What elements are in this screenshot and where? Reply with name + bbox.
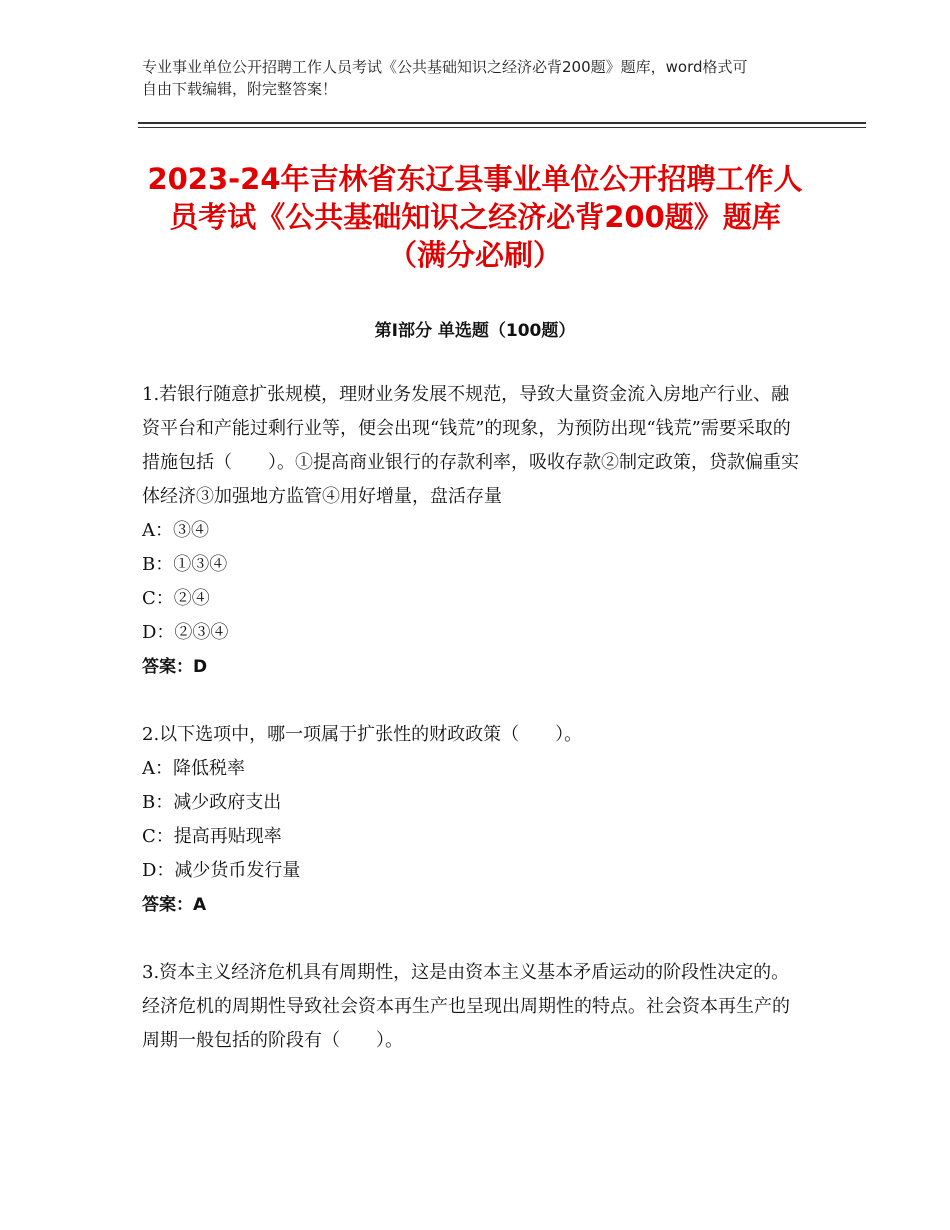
header-rule-thick bbox=[138, 122, 866, 124]
question-text: 1.若银行随意扩张规模，理财业务发展不规范，导致大量资金流入房地产行业、融资平台和产能过剩行业等，便会出现“钱荒”的现象，为预防出现“钱荒”需要采取的措施包括（ ）。①提高商业银行的存款利率，吸收存款②制定政策，贷款偏重实体经济③加强地方监管④用好增量，盘活存量 bbox=[142, 384, 799, 507]
question-spacer bbox=[142, 684, 802, 718]
section-heading: 第Ⅰ部分 单选题（100题） bbox=[374, 321, 576, 341]
question-1 bbox=[142, 378, 802, 684]
option-c: C：提高再贴现率 bbox=[142, 826, 282, 847]
page-header: 专业事业单位公开招聘工作人员考试《公共基础知识之经济必背200题》题库，word格式可自由下载编辑，附完整答案！ bbox=[142, 58, 748, 98]
question-list bbox=[142, 378, 802, 1058]
option-b: B：减少政府支出 bbox=[142, 792, 282, 813]
question-text: 2.以下选项中，哪一项属于扩张性的财政政策（ ）。 bbox=[142, 724, 583, 745]
document-title: 2023-24年吉林省东辽县事业单位公开招聘工作人员考试《公共基础知识之经济必背200题》题库（满分必刷） bbox=[147, 162, 803, 272]
option-a: A：③④ bbox=[142, 520, 209, 541]
header-rule-thin bbox=[138, 127, 866, 128]
question-3 bbox=[142, 956, 802, 1058]
question-text: 3.资本主义经济危机具有周期性，这是由资本主义基本矛盾运动的阶段性决定的。经济危机的周期性导致社会资本再生产也呈现出周期性的特点。社会资本再生产的周期一般包括的阶段有（ ）。 bbox=[142, 962, 790, 1051]
answer: 答案：A bbox=[142, 895, 207, 915]
option-b: B：①③④ bbox=[142, 554, 228, 575]
option-a: A：降低税率 bbox=[142, 758, 245, 779]
question-2 bbox=[142, 718, 802, 922]
question-spacer bbox=[142, 922, 802, 956]
option-d: D：减少货币发行量 bbox=[142, 860, 301, 881]
option-c: C：②④ bbox=[142, 588, 210, 609]
option-d: D：②③④ bbox=[142, 622, 229, 643]
answer: 答案：D bbox=[142, 657, 208, 677]
